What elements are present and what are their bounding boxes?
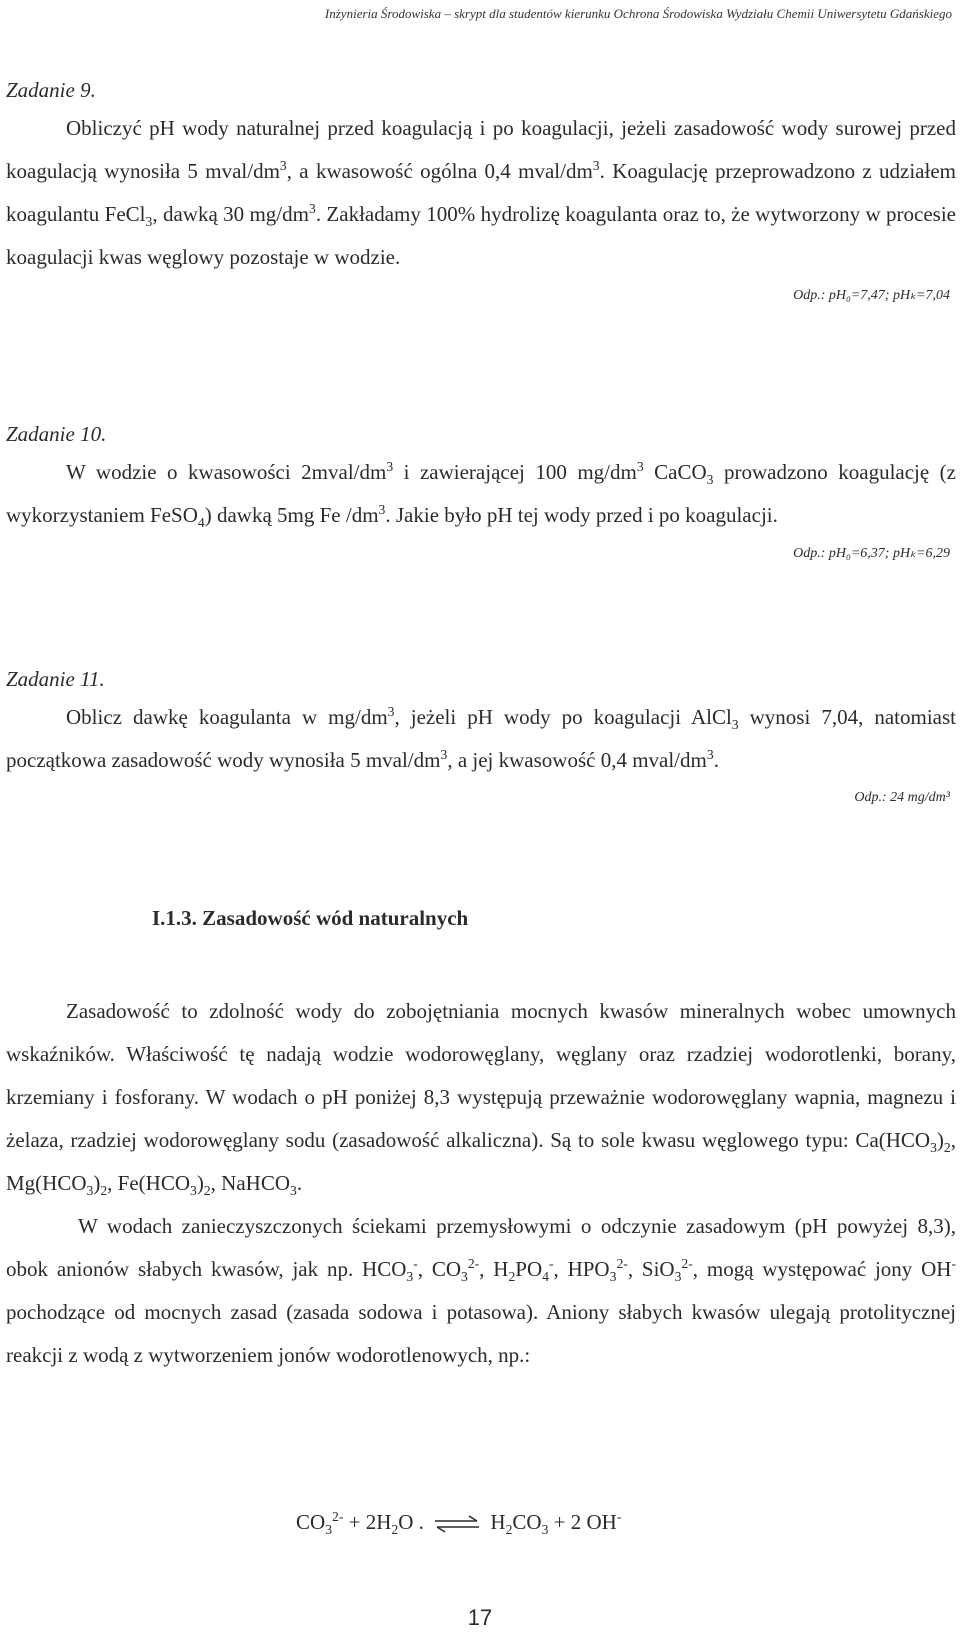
text: . Jakie było pH tej wody przed i po koagulacji. (385, 503, 778, 527)
text: Zasadowość to zdolność wody do zobojętniania mocnych kwasów mineralnych wobec umownych wskaźników. Właściwość tę nadają wodzie wodorowęglany, węglany oraz rzadziej wodorotlenki, borany, krzemiany i fosforany. W wodach o pH poniżej 8,3 występują przeważnie wodorowęglany wapnia, magnezu i żelaza, rzadziej wodorowęglany sodu (zasadowość alkaliczna). Są to sole kwasu węglowego typu: Ca(HCO (6, 999, 956, 1152)
text: , jeżeli pH wody po koagulacji AlCl (394, 705, 732, 729)
task-11-title: Zadanie 11. (6, 667, 105, 691)
text: 3 (325, 1522, 333, 1538)
text: , a kwasowość ogólna 0,4 mval/dm (286, 159, 593, 183)
text: Oblicz dawkę koagulanta w mg/dm (66, 705, 388, 729)
task-9 (6, 78, 956, 304)
text: ) (196, 1171, 204, 1195)
text: pochodzące od mocnych zasad (zasada sodowa i potasowa). Aniony słabych kwasów ulegają protolitycznej reakcji z wodą z wytworzeniem jonów wodorotlenowych, np.: (6, 1300, 956, 1367)
text: ) (936, 1128, 944, 1152)
page-header: Inżynieria Środowiska – skrypt dla studentów kierunku Ochrona Środowiska Wydziału Chemii Uniwersytetu Gdańskiego (324, 6, 952, 21)
task-9-title: Zadanie 9. (6, 78, 96, 102)
text: i zawierającej 100 mg/dm (393, 460, 637, 484)
text: wynosi 7,04, natomiast początkowa zasadowość wody wynosiła 5 mval/dm (6, 705, 956, 772)
text: O . (398, 1510, 424, 1534)
text: Obliczyć pH wody naturalnej przed koagulacją i po koagulacji, jeżeli zasadowość wody surowej przed koagulacją wynosiła 5 mval/dm (6, 116, 956, 183)
section-paragraph-1: Zasadowość to zdolność wody do zobojętniania mocnych kwasów mineralnych wobec umownych wskaźników. Właściwość tę nadają wodzie wodorowęglany, węglany oraz rzadziej wodorotlenki, borany, krzemiany i fosforany. W wodach o pH poniżej 8,3 występują przeważnie wodorowęglany wapnia, magnezu i żelaza, rzadziej wodorowęglany sodu (zasadowość alkaliczna). Są to sole kwasu węglowego typu: $Ca(HCO_3)_2$, $Mg(HCO_3)_2$, $Fe(HCO_3)_2$, NaHCO$_3$. (6, 999, 956, 1199)
text: W wodzie o kwasowości 2mval/dm (66, 460, 387, 484)
task-11-answer: Odp.: 24 mg/dm³ (854, 790, 950, 805)
task-9-text: Obliczyć pH wody naturalnej przed koagulacją i po koagulacji, jeżeli zasadowość wody surowej przed koagulacją wynosiła 5 mval/$dm^3$, a kwasowość ogólna 0,4 mval/$dm^3$. Koagulację przeprowadzono z udziałem koagulantu FeCl$_3$, dawką 30 $mg/dm^3$. Zakładamy 100% hydrolizę koagulanta oraz to, że wytworzony w procesie koagulacji kwas węglowy pozostaje w wodzie. (6, 116, 957, 269)
text: , dawką 30 mg/dm (152, 202, 309, 226)
text: . (296, 1171, 303, 1195)
text: + 2H (343, 1510, 392, 1534)
page-number: 17 (467, 1605, 493, 1630)
task-10 (6, 422, 956, 562)
text: - (616, 1509, 622, 1524)
section-paragraph-2: W wodach zanieczyszczonych ściekami przemysłowymi o odczynie zasadowym (pH powyżej 8,3), obok anionów słabych kwasów, jak np. $HCO_3^-$, $CO_3^{2-}$, $H_2PO_4^-$, $HPO_3^{2-}$, SiO$_3^{2-}$, mogą występować jony OH- pochodzące od mocnych zasad (zasada sodowa i potasowa). Aniony słabych kwasów ulegają protolitycznej reakcji z wodą z wytworzeniem jonów wodorotlenowych, np.: (6, 1214, 956, 1367)
text: , HPO (553, 1257, 610, 1281)
task-9-answer: Odp.: pH₀=7,47; pHₖ=7,04 (793, 288, 950, 303)
text: . (713, 748, 719, 772)
task-10-title: Zadanie 10. (6, 422, 107, 446)
text: prowadzono koagulację (z wykorzystaniem FeSO (6, 460, 956, 527)
text: , SiO (627, 1257, 675, 1281)
text: , Mg(HCO (6, 1128, 956, 1195)
text: + 2 OH (548, 1510, 617, 1534)
text: , mogą występować jony OH (692, 1257, 952, 1281)
text: W wodach zanieczyszczonych ściekami przemysłowymi o odczynie zasadowym (pH powyżej 8,3), obok anionów słabych kwasów, jak np. HCO (6, 1214, 956, 1281)
text: ) dawką 5mg Fe /dm (204, 503, 379, 527)
reaction-equation (296, 1509, 622, 1538)
text: . Zakładamy 100% hydrolizę koagulanta oraz to, że wytworzony w procesie koagulacji kwas węglowy pozostaje w wodzie. (6, 202, 957, 269)
text: H (490, 1510, 506, 1534)
text: , H (479, 1257, 509, 1281)
text: CO (512, 1510, 542, 1534)
task-11-text: Oblicz dawkę koagulanta w $mg/dm^3$, jeżeli pH wody po koagulacji AlCl$_3$ wynosi 7,04, natomiast początkowa zasadowość wody wynosiła 5 mval/$dm^3$, a jej kwasowość 0,4 mval/$dm^3$. (6, 704, 956, 772)
text: , a jej kwasowość 0,4 mval/dm (447, 748, 707, 772)
section-body (6, 990, 956, 1377)
text: , NaHCO (210, 1171, 290, 1195)
task-10-answer: Odp.: pH₀=6,37; pHₖ=6,29 (793, 546, 950, 561)
text: 2 (391, 1522, 399, 1538)
text: 2- (332, 1509, 344, 1524)
text: PO (515, 1257, 543, 1281)
text: . Koagulację przeprowadzono z udziałem koagulantu FeCl (6, 159, 956, 226)
equilibrium-arrow-icon (433, 1515, 481, 1533)
text: ) (93, 1171, 101, 1195)
text: CO (296, 1510, 326, 1534)
text: 2 (505, 1522, 513, 1538)
text: , CO (417, 1257, 461, 1281)
text: , Fe(HCO (107, 1171, 191, 1195)
task-11 (6, 667, 956, 806)
text: 3 (541, 1522, 549, 1538)
task-10-text: W wodzie o kwasowości $2mval/dm^3$ i zawierającej 100 $mg/dm^3$ CaCO$_3$ prowadzono koagulację (z wykorzystaniem FeSO$_4$) dawką 5mg Fe $/dm^3$. Jakie było pH tej wody przed i po koagulacji. (6, 459, 956, 531)
text: CaCO (643, 460, 707, 484)
section-heading: I.1.3. Zasadowość wód naturalnych (152, 906, 469, 930)
